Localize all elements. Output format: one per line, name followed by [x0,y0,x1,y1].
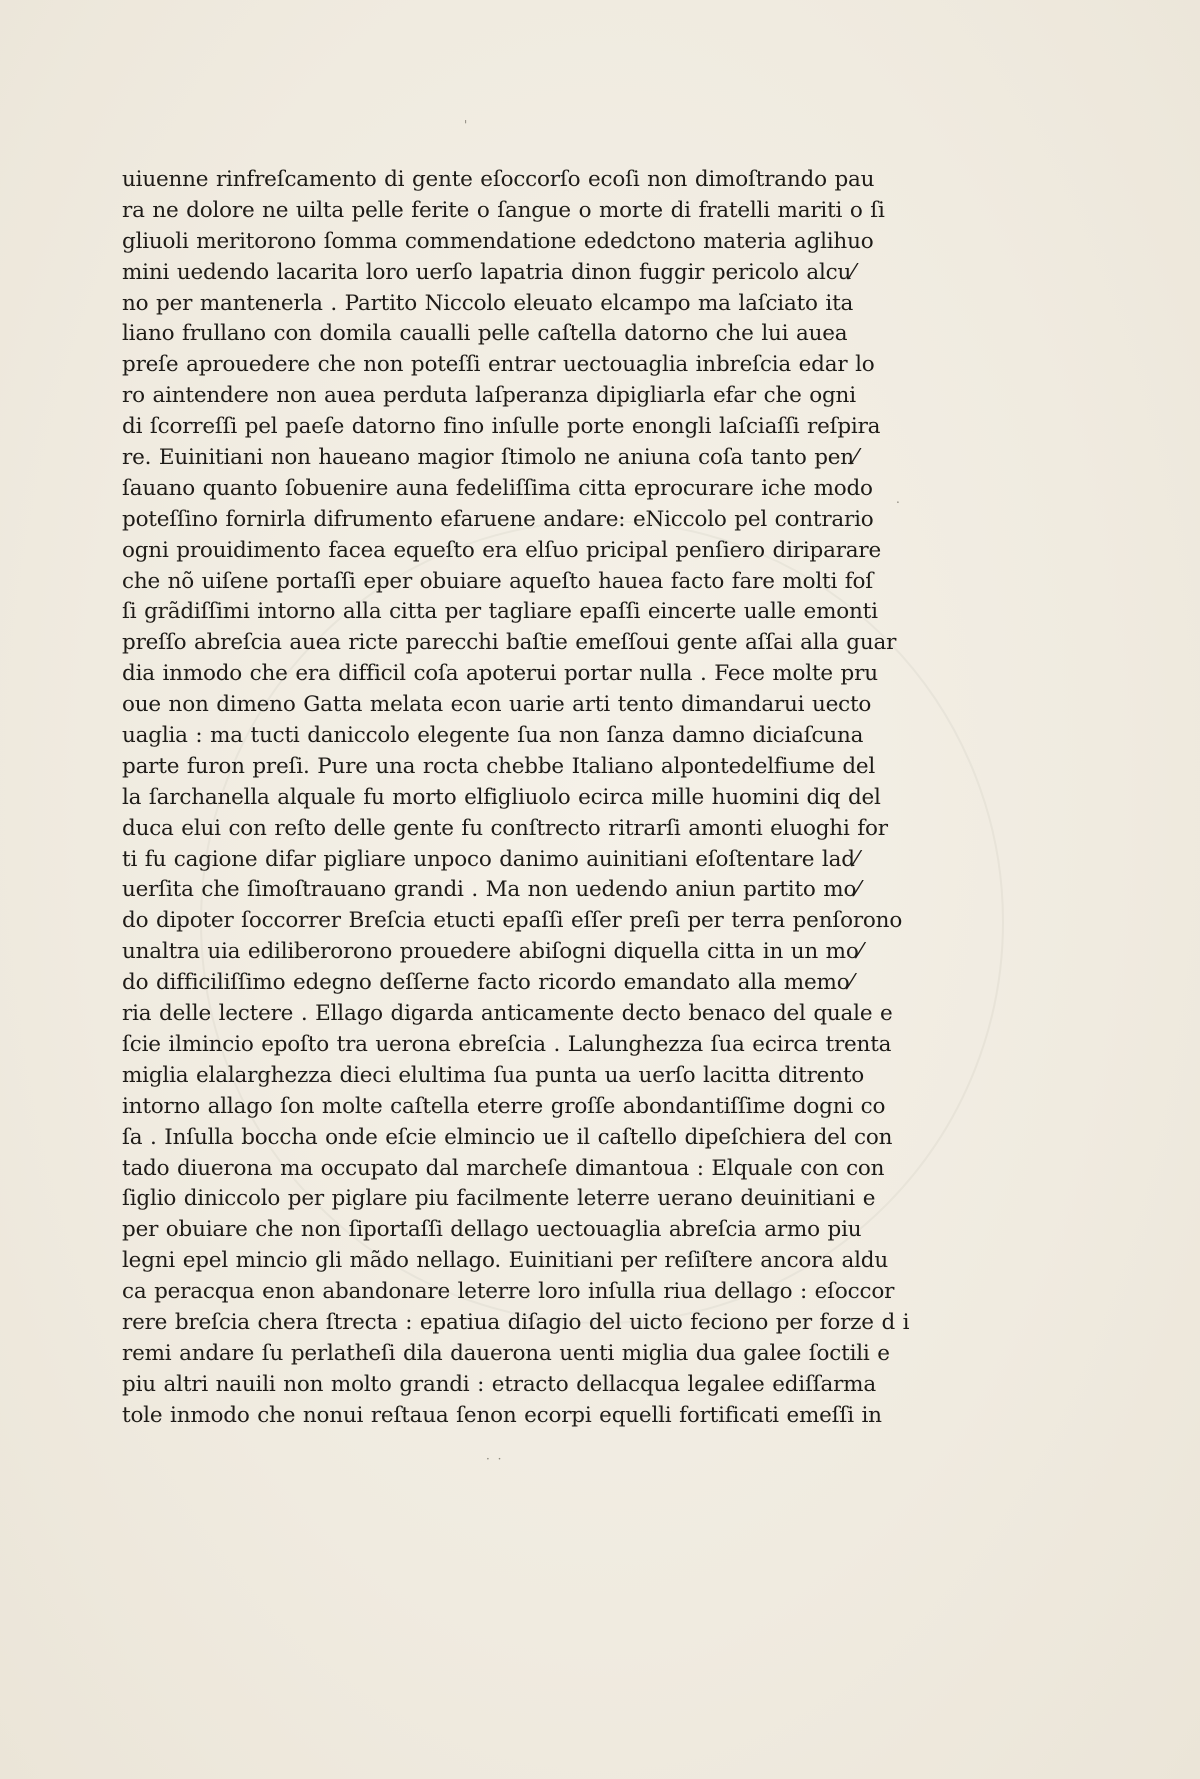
text-line: miglia elalarghezza dieci elultima ſua punta ua uerſo lacitta ditrento [122,1062,864,1088]
text-line: no per mantenerla . Partito Niccolo eleuato elcampo ma laſciato ita [122,290,854,316]
paper-mark-right: . [896,492,900,506]
text-block [122,165,910,1432]
text-line: dia inmodo che era difficil coſa apoterui portar nulla . Fece molte pru [122,661,878,687]
text-line: ſcie ilmincio epoſto tra uerona ebreſcia . Lalunghezza ſua ecirca trenta [122,1031,892,1057]
text-line: ſa . Inſulla boccha onde eſcie elmincio ue il caſtello dipeſchiera del con [122,1124,893,1150]
text-line: rere breſcia chera ſtrecta : epatiua diſagio del uicto feciono per forze d i [122,1309,910,1335]
text-line: uerſita che ſimoſtrauano grandi . Ma non uedendo aniun partito mo⁄ [122,877,860,903]
text-line: tado diuerona ma occupato dal marcheſe dimantoua : Elquale con con [122,1155,885,1181]
text-line: parte furon preſi. Pure una rocta chebbe Italiano alpontedelfiume del [122,753,876,779]
text-line: ria delle lectere . Ellago digarda anticamente decto benaco del quale e [122,1001,893,1027]
text-line: uaglia : ma tucti daniccolo elegente ſua non ſanza damno diciaſcuna [122,723,864,749]
text-line: poteſſino fornirla difrumento efaruene andare: eNiccolo pel contrario [122,506,874,532]
text-line: ſi grãdiſſimi intorno alla citta per tagliare epaſſi eincerte ualle emonti [122,599,878,625]
text-line: di ſcorreſſi pel paeſe datorno fino inſulle porte enongli laſciaſſi reſpira [122,414,881,440]
text-line: per obuiare che non ſiportaſſi dellago uectouaglia abreſcia armo piu [122,1217,862,1243]
text-line: ti fu cagione difar pigliare unpoco danimo auinitiani eſoſtentare lad⁄ [122,846,859,872]
text-line: che nõ uiſene portaſſi eper obuiare aqueſto hauea facto fare molti foſ [122,568,874,594]
text-line: re. Euinitiani non haueano magior ſtimolo ne aniuna coſa tanto pen⁄ [122,445,858,471]
text-line: preſſo abreſcia auea ricte parecchi baſtie emeſſoui gente aſſai alla guar [122,630,897,656]
text-line: oue non dimeno Gatta melata econ uarie arti tento dimandarui uecto [122,692,872,718]
text-line: legni epel mincio gli mãdo nellago. Euinitiani per reſiſtere ancora aldu [122,1248,888,1274]
text-line: tole inmodo che nonui reſtaua ſenon ecorpi equelli fortificati emeſſi in [122,1402,882,1428]
text-line: duca elui con reſto delle gente fu conſtrecto ritrarſi amonti eluoghi for [122,815,888,841]
text-line: do difficiliſſimo edegno deſſerne facto ricordo emandato alla memo⁄ [122,970,853,996]
text-line: intorno allago ſon molte caſtella eterre groſſe abondantiſſime dogni co [122,1093,886,1119]
text-line: ſiglio diniccolo per piglare piu facilmente leterre uerano deuinitiani e [122,1186,876,1212]
paper-mark-bottom: · · [486,1452,504,1466]
text-line: unaltra uia ediliberorono prouedere abiſogni diquella citta in un mo⁄ [122,939,862,965]
text-line: ca peracqua enon abandonare leterre loro inſulla riua dellago : eſoccor [122,1279,895,1305]
text-line: gliuoli meritorono ſomma commendatione ededctono materia aglihuo [122,228,874,254]
text-line: piu altri nauili non molto grandi : etracto dellacqua legalee ediſſarma [122,1371,876,1397]
text-line: remi andare ſu perlatheſi dila dauerona uenti miglia dua galee ſoctili e [122,1340,890,1366]
text-line: la ſarchanella alquale fu morto elfigliuolo ecirca mille huomini diq del [122,784,881,810]
text-line: ra ne dolore ne uilta pelle ferite o ſangue o morte di fratelli mariti o ſi [122,197,885,223]
text-line: do dipoter ſoccorrer Breſcia etucti epaſſi eſſer preſi per terra penſorono [122,908,903,934]
text-line: liano frullano con domila caualli pelle caſtella datorno che lui auea [122,321,848,347]
text-line: mini uedendo lacarita loro uerſo lapatria dinon fuggir pericolo alcu⁄ [122,259,855,285]
text-line: uiuenne rinfreſcamento di gente eſoccorſo ecoſi non dimoſtrando pau [122,167,875,192]
text-line: ogni prouidimento facea equeſto era elſuo pricipal penſiero diriparare [122,537,881,563]
text-line: ro aintendere non auea perduta laſperanza dipigliarla efar che ogni [122,383,856,409]
text-line: ſauano quanto ſobuenire auna fedeliſſima citta eprocurare iche modo [122,475,873,501]
paper-mark-top: ' [464,118,468,132]
text-line: preſe aprouedere che non poteſſi entrar uectouaglia inbreſcia edar lo [122,352,875,378]
